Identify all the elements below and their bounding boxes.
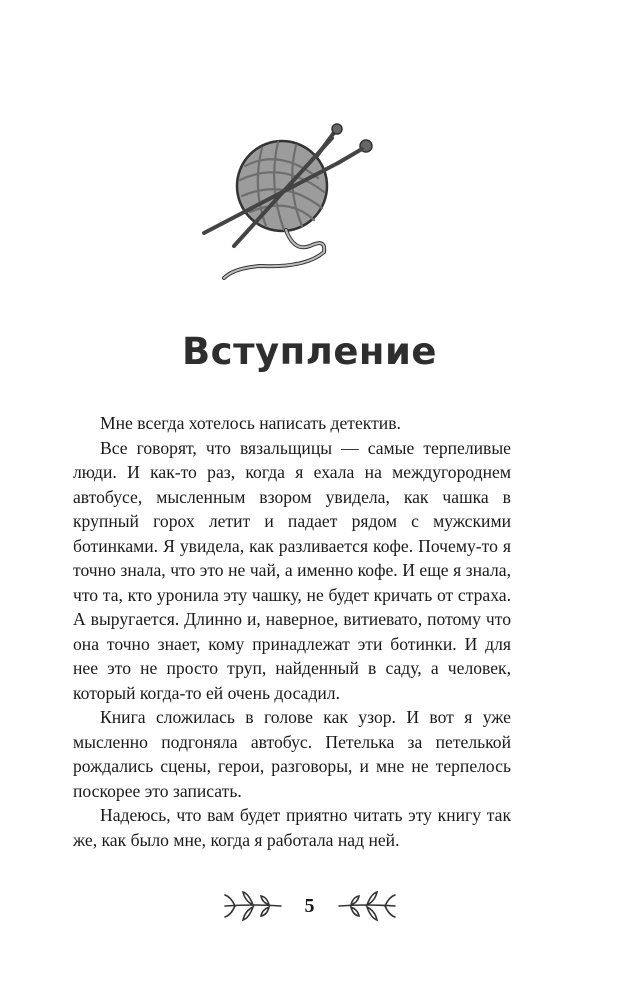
page-number: 5 <box>304 894 315 917</box>
leaf-sprig-left-icon <box>221 889 285 923</box>
paragraph: Все говорят, что вязальщицы — самые терпеливые люди. И как-то раз, когда я ехала на междугороднем автобусе, мысленным взором увидела, как чашка в крупный горох летит и падает рядом с мужскими ботинками. Я увидела, как разливается кофе. Почему-то я точно знала, что это не чай, а именно кофе. И еще я знала, что та, кто уронила эту чашку, не будет кричать от страха. А выругается. Длинно и, наверное, витиевато, потому что она точно знает, кому принадлежат эти ботинки. И для нее это не просто труп, найденный в саду, а человек, который когда-то ей очень досадил. <box>73 437 511 703</box>
chapter-body <box>73 411 511 852</box>
paragraph: Мне всегда хотелось написать детектив. <box>100 413 401 433</box>
yarn-ball-with-needles-icon <box>190 118 390 288</box>
paragraph: Надеюсь, что вам будет приятно читать эту книгу так же, как было мне, когда я работала над ней. <box>73 805 511 850</box>
page-footer <box>0 886 619 926</box>
paragraph: Книга сложилась в голове как узор. И вот я уже мысленно подгоняла автобус. Петелька за петелькой рождались сцены, герои, разговоры, и мне не терпелось поскорее это записать. <box>73 707 511 801</box>
chapter-title: Вступление <box>181 330 438 373</box>
leaf-sprig-right-icon <box>335 889 399 923</box>
